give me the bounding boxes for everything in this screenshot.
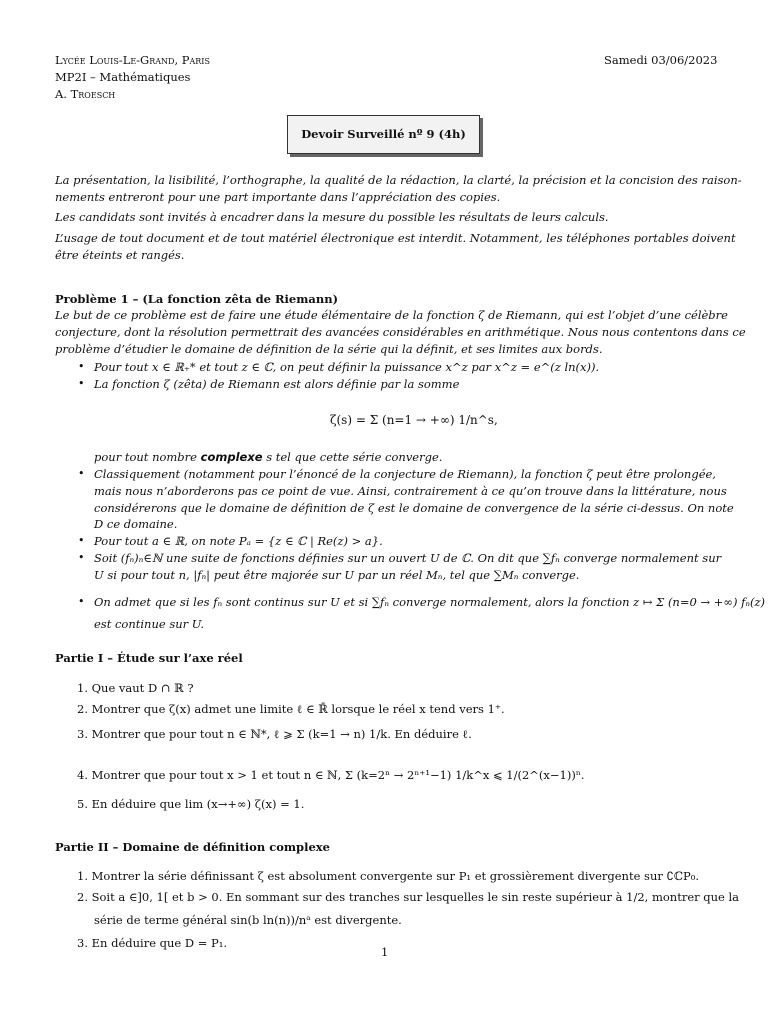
- bullet-dot: •: [78, 377, 85, 390]
- bullet-normal-convergence-line: Soit (fₙ)ₙ∈ℕ une suite de fonctions définies sur un ouvert U de ℂ. On dit que ∑fₙ converge normalement sur: [94, 551, 722, 565]
- part2-heading: Partie II – Domaine de définition complexe: [55, 840, 330, 854]
- exam-date: Samedi 03/06/2023: [604, 53, 718, 67]
- problem-heading: Problème 1 – (La fonction zêta de Riemann): [55, 292, 339, 306]
- bullet-normal-convergence-line: U si pour tout n, |fₙ| peut être majorée sur U par un réel Mₙ, tel que ∑Mₙ converge.: [94, 568, 580, 582]
- exam-title: Devoir Surveillé nº 9 (4h): [301, 127, 466, 141]
- part2-question: 1. Montrer la série définissant ζ est absolument convergente sur P₁ et grossièrement divergente sur ∁ℂP₀.: [77, 869, 699, 883]
- exam-title-box: [287, 115, 480, 154]
- part1-heading: Partie I – Étude sur l’axe réel: [55, 651, 243, 665]
- after-formula-line: [94, 450, 442, 464]
- instruction-line: La présentation, la lisibilité, l’orthographe, la qualité de la rédaction, la clarté, la précision et la concision des raison-: [55, 173, 742, 187]
- bullet-classical-line: considérerons que le domaine de définition de ζ est le domaine de convergence de la série ci-dessus. On note: [94, 501, 734, 515]
- part1-question: 4. Montrer que pour tout x > 1 et tout n ∈ ℕ, Σ (k=2ⁿ → 2ⁿ⁺¹−1) 1/k^x ⩽ 1/(2^(x−1))ⁿ.: [77, 768, 585, 782]
- part2-question: 3. En déduire que D = P₁.: [77, 936, 228, 950]
- part1-question: 3. Montrer que pour tout n ∈ ℕ*, ℓ ⩾ Σ (k=1 → n) 1/k. En déduire ℓ.: [77, 727, 472, 741]
- part2-question: série de terme général sin(b ln(n))/nᵃ est divergente.: [94, 913, 402, 927]
- bullet-classical-line: D ce domaine.: [94, 517, 178, 531]
- bullet-continuity-line: est continue sur U.: [94, 617, 205, 631]
- part1-question: 5. En déduire que lim (x→+∞) ζ(x) = 1.: [77, 797, 305, 811]
- after-formula-pre: pour tout nombre: [94, 450, 201, 464]
- bullet-dot: •: [78, 551, 85, 564]
- page-number: 1: [381, 945, 389, 959]
- instruction-line: Les candidats sont invités à encadrer dans la mesure du possible les résultats de leurs calculs.: [55, 210, 609, 224]
- teacher-name: A. Troesch: [55, 87, 116, 101]
- part1-question: 1. Que vaut D ∩ ℝ ?: [77, 681, 194, 695]
- bullet-dot: •: [78, 534, 85, 547]
- problem-intro-line: conjecture, dont la résolution permettrait des avancées considérables en arithmétique. Nous nous contentons dans ce: [55, 325, 746, 339]
- bullet-half-plane: Pour tout a ∈ ℝ, on note Pₐ = {z ∈ ℂ | Re(z) > a}.: [94, 534, 383, 548]
- after-formula-bold: complexe: [200, 450, 263, 464]
- school-name: Lycée Louis-Le-Grand, Paris: [55, 53, 210, 67]
- bullet-continuity-line: On admet que si les fₙ sont continus sur U et si ∑fₙ converge normalement, alors la fonction z ↦ Σ (n=0 → +∞) fₙ(z): [94, 595, 766, 609]
- instruction-line: nements entreront pour une part importante dans l’appréciation des copies.: [55, 190, 501, 204]
- bullet-dot: •: [78, 595, 85, 608]
- problem-intro-line: problème d’étudier le domaine de définition de la série qui la définit, et ses limites aux bords.: [55, 342, 603, 356]
- part2-question: 2. Soit a ∈]0, 1[ et b > 0. En sommant sur des tranches sur lesquelles le sin reste supérieur à 1/2, montrer que la: [77, 890, 740, 904]
- bullet-power-definition: Pour tout x ∈ ℝ₊* et tout z ∈ ℂ, on peut définir la puissance x^z par x^z = e^(z ln(x)).: [94, 360, 600, 374]
- problem-intro-line: Le but de ce problème est de faire une étude élémentaire de la fonction ζ de Riemann, qui est l’objet d’une célèbre: [55, 308, 728, 322]
- zeta-formula: ζ(s) = Σ (n=1 → +∞) 1/n^s,: [330, 413, 498, 427]
- bullet-classical-line: Classiquement (notamment pour l’énoncé de la conjecture de Riemann), la fonction ζ peut être prolongée,: [94, 467, 716, 481]
- instruction-line: être éteints et rangés.: [55, 248, 185, 262]
- part1-question: 2. Montrer que ζ(x) admet une limite ℓ ∈ ℝ̄ lorsque le réel x tend vers 1⁺.: [77, 702, 505, 716]
- bullet-dot: •: [78, 360, 85, 373]
- instruction-line: L’usage de tout document et de tout matériel électronique est interdit. Notamment, les téléphones portables doivent: [55, 231, 736, 245]
- bullet-classical-line: mais nous n’aborderons pas ce point de vue. Ainsi, contrairement à ce qu’on trouve dans la littérature, nous: [94, 484, 727, 498]
- class-name: MP2I – Mathématiques: [55, 70, 191, 84]
- bullet-zeta-definition: La fonction ζ (zêta) de Riemann est alors définie par la somme: [94, 377, 460, 391]
- after-formula-post: s tel que cette série converge.: [262, 450, 443, 464]
- bullet-dot: •: [78, 467, 85, 480]
